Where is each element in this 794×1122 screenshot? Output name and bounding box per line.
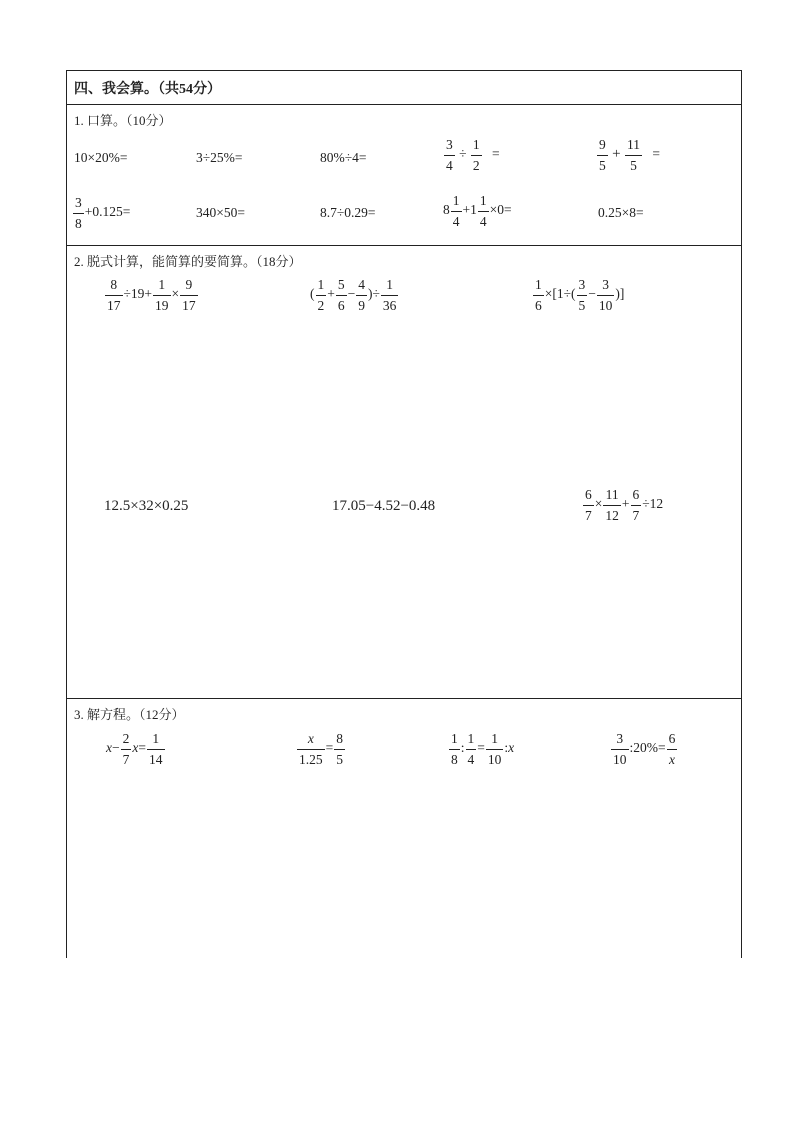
s1-r2-b: 340×50= bbox=[196, 205, 245, 220]
s1-r2-c: 8.7÷0.29= bbox=[320, 205, 376, 220]
worksheet-table bbox=[66, 70, 742, 958]
divider-header bbox=[66, 104, 742, 105]
section3-title: 3. 解方程。（12分） bbox=[74, 707, 185, 722]
s1-r1-c: 80%÷4= bbox=[320, 150, 367, 165]
divider-section1 bbox=[66, 245, 742, 246]
section1-title: 1. 口算。（10分） bbox=[74, 113, 172, 128]
section2-title: 2. 脱式计算，能简算的要简算。（18分） bbox=[74, 254, 302, 269]
s1-r1-a: 10×20%= bbox=[74, 150, 128, 165]
s2-problem-5: 17.05−4.52−0.48 bbox=[332, 498, 436, 514]
s1-r1-d: $\frac{3}{4}$ ÷ $\frac{1}{2}$ = bbox=[446, 137, 500, 173]
s1-r2-e: 0.25×8= bbox=[598, 205, 644, 220]
s3-equation-2: $\frac{x}{1.25}$ = $\frac{8}{5}$ bbox=[299, 731, 343, 767]
table-border-top bbox=[66, 70, 742, 71]
table-border-right bbox=[741, 70, 742, 958]
s1-r2-a: $\frac{3}{8}$ +0.125= bbox=[75, 195, 131, 231]
s2-problem-2: ( $\frac{1}{2}$ + $\frac{5}{6}$ − $\frac{4}{9}$ )÷ $\frac{1}{36}$ bbox=[310, 277, 397, 313]
s2-problem-6: $\frac{6}{7}$ × $\frac{11}{12}$ + $\frac{6}{7}$ ÷12 bbox=[585, 487, 664, 523]
s2-problem-4: 12.5×32×0.25 bbox=[104, 498, 189, 514]
s2-problem-3: $\frac{1}{6}$ ×[1÷( $\frac{3}{5}$ − $\frac{3}{10}$ )] bbox=[535, 277, 625, 313]
divider-section2 bbox=[66, 698, 742, 699]
s3-equation-4: $\frac{3}{10}$ :20%= $\frac{6}{x}$ bbox=[613, 731, 676, 767]
s1-r1-e: $\frac{9}{5}$ + $\frac{11}{5}$ = bbox=[599, 137, 660, 173]
s1-r1-b: 3÷25%= bbox=[196, 150, 243, 165]
s2-problem-1: $\frac{8}{17}$ ÷19+ $\frac{1}{19}$ × $\frac{9}{17}$ bbox=[107, 277, 196, 313]
s3-equation-3: $\frac{1}{8}$ : $\frac{1}{4}$ = $\frac{1}{10}$ :x bbox=[451, 731, 515, 767]
s1-r2-d: 8 $\frac{1}{4}$ +1 $\frac{1}{4}$ ×0= bbox=[443, 193, 512, 229]
s3-equation-1: x− $\frac{2}{7}$ x= $\frac{1}{14}$ bbox=[106, 731, 163, 767]
header-title: 四、我会算。（共54分） bbox=[74, 82, 221, 97]
table-border-left bbox=[66, 70, 67, 958]
